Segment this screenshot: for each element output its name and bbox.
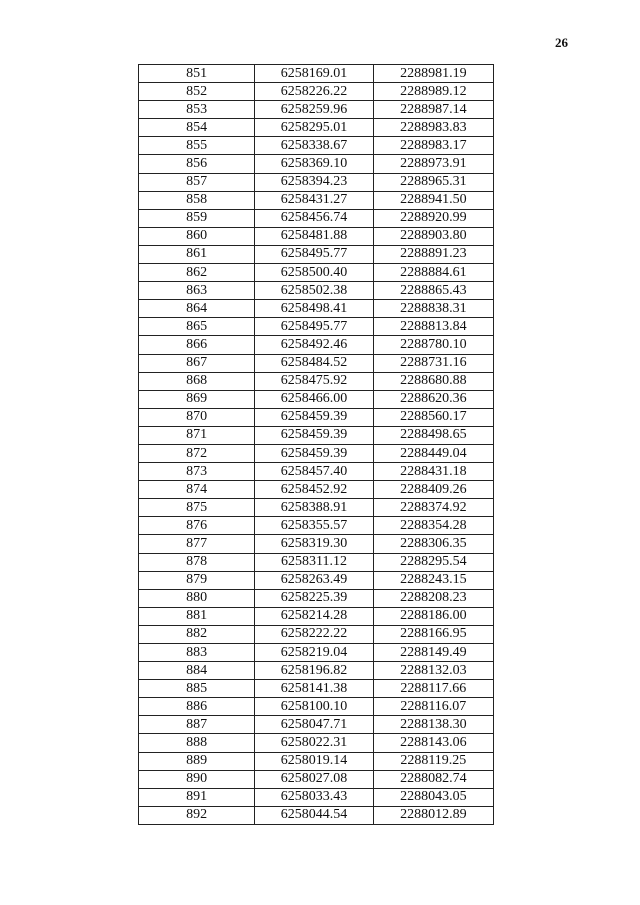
table-row: [139, 354, 494, 372]
point-number-cell: 885: [139, 680, 255, 698]
x-coordinate-cell: 6258457.40: [255, 463, 373, 481]
coordinates-table-body: [139, 65, 494, 825]
x-coordinate-cell: 6258219.04: [255, 644, 373, 662]
x-coordinate-cell: 6258047.71: [255, 716, 373, 734]
x-coordinate-cell: 6258495.77: [255, 318, 373, 336]
x-coordinate-cell: 6258222.22: [255, 625, 373, 643]
y-coordinate-cell: 2288865.43: [373, 282, 493, 300]
x-coordinate-cell: 6258044.54: [255, 806, 373, 824]
point-number-cell: 887: [139, 716, 255, 734]
x-coordinate-cell: 6258169.01: [255, 65, 373, 83]
point-number-cell: 881: [139, 607, 255, 625]
table-row: [139, 83, 494, 101]
y-coordinate-cell: 2288498.65: [373, 426, 493, 444]
y-coordinate-cell: 2288560.17: [373, 408, 493, 426]
x-coordinate-cell: 6258226.22: [255, 83, 373, 101]
x-coordinate-cell: 6258033.43: [255, 788, 373, 806]
point-number-cell: 857: [139, 173, 255, 191]
table-row: [139, 426, 494, 444]
table-row: [139, 191, 494, 209]
point-number-cell: 854: [139, 119, 255, 137]
y-coordinate-cell: 2288680.88: [373, 372, 493, 390]
x-coordinate-cell: 6258502.38: [255, 282, 373, 300]
point-number-cell: 864: [139, 300, 255, 318]
point-number-cell: 889: [139, 752, 255, 770]
x-coordinate-cell: 6258295.01: [255, 119, 373, 137]
table-row: [139, 336, 494, 354]
table-row: [139, 209, 494, 227]
point-number-cell: 888: [139, 734, 255, 752]
y-coordinate-cell: 2288082.74: [373, 770, 493, 788]
x-coordinate-cell: 6258259.96: [255, 101, 373, 119]
point-number-cell: 865: [139, 318, 255, 336]
x-coordinate-cell: 6258492.46: [255, 336, 373, 354]
point-number-cell: 858: [139, 191, 255, 209]
y-coordinate-cell: 2288920.99: [373, 209, 493, 227]
table-row: [139, 535, 494, 553]
x-coordinate-cell: 6258225.39: [255, 589, 373, 607]
page-number: 26: [555, 35, 568, 50]
y-coordinate-cell: 2288620.36: [373, 390, 493, 408]
point-number-cell: 868: [139, 372, 255, 390]
table-row: [139, 734, 494, 752]
x-coordinate-cell: 6258388.91: [255, 499, 373, 517]
table-row: [139, 625, 494, 643]
y-coordinate-cell: 2288132.03: [373, 662, 493, 680]
table-row: [139, 227, 494, 245]
point-number-cell: 852: [139, 83, 255, 101]
y-coordinate-cell: 2288989.12: [373, 83, 493, 101]
point-number-cell: 878: [139, 553, 255, 571]
x-coordinate-cell: 6258141.38: [255, 680, 373, 698]
x-coordinate-cell: 6258459.39: [255, 426, 373, 444]
x-coordinate-cell: 6258100.10: [255, 698, 373, 716]
point-number-cell: 882: [139, 625, 255, 643]
table-row: [139, 644, 494, 662]
y-coordinate-cell: 2288186.00: [373, 607, 493, 625]
x-coordinate-cell: 6258481.88: [255, 227, 373, 245]
x-coordinate-cell: 6258263.49: [255, 571, 373, 589]
table-row: [139, 481, 494, 499]
y-coordinate-cell: 2288166.95: [373, 625, 493, 643]
point-number-cell: 851: [139, 65, 255, 83]
point-number-cell: 866: [139, 336, 255, 354]
table-row: [139, 318, 494, 336]
y-coordinate-cell: 2288354.28: [373, 517, 493, 535]
point-number-cell: 890: [139, 770, 255, 788]
point-number-cell: 883: [139, 644, 255, 662]
y-coordinate-cell: 2288449.04: [373, 444, 493, 462]
table-row: [139, 282, 494, 300]
table-row: [139, 444, 494, 462]
table-row: [139, 300, 494, 318]
table-row: [139, 662, 494, 680]
point-number-cell: 862: [139, 264, 255, 282]
point-number-cell: 873: [139, 463, 255, 481]
x-coordinate-cell: 6258456.74: [255, 209, 373, 227]
table-row: [139, 245, 494, 263]
point-number-cell: 874: [139, 481, 255, 499]
y-coordinate-cell: 2288138.30: [373, 716, 493, 734]
point-number-cell: 891: [139, 788, 255, 806]
y-coordinate-cell: 2288965.31: [373, 173, 493, 191]
table-row: [139, 806, 494, 824]
point-number-cell: 859: [139, 209, 255, 227]
y-coordinate-cell: 2288973.91: [373, 155, 493, 173]
point-number-cell: 863: [139, 282, 255, 300]
table-row: [139, 137, 494, 155]
table-row: [139, 372, 494, 390]
table-row: [139, 463, 494, 481]
point-number-cell: 884: [139, 662, 255, 680]
point-number-cell: 879: [139, 571, 255, 589]
point-number-cell: 892: [139, 806, 255, 824]
table-row: [139, 101, 494, 119]
table-row: [139, 119, 494, 137]
table-row: [139, 788, 494, 806]
y-coordinate-cell: 2288884.61: [373, 264, 493, 282]
x-coordinate-cell: 6258498.41: [255, 300, 373, 318]
table-row: [139, 607, 494, 625]
table-row: [139, 517, 494, 535]
table-row: [139, 770, 494, 788]
table-row: [139, 173, 494, 191]
x-coordinate-cell: 6258452.92: [255, 481, 373, 499]
y-coordinate-cell: 2288143.06: [373, 734, 493, 752]
table-row: [139, 264, 494, 282]
x-coordinate-cell: 6258475.92: [255, 372, 373, 390]
x-coordinate-cell: 6258369.10: [255, 155, 373, 173]
y-coordinate-cell: 2288903.80: [373, 227, 493, 245]
y-coordinate-cell: 2288983.83: [373, 119, 493, 137]
x-coordinate-cell: 6258019.14: [255, 752, 373, 770]
table-row: [139, 499, 494, 517]
table-row: [139, 680, 494, 698]
coordinates-table: [138, 64, 494, 825]
y-coordinate-cell: 2288208.23: [373, 589, 493, 607]
table-row: [139, 716, 494, 734]
y-coordinate-cell: 2288374.92: [373, 499, 493, 517]
x-coordinate-cell: 6258500.40: [255, 264, 373, 282]
y-coordinate-cell: 2288431.18: [373, 463, 493, 481]
point-number-cell: 875: [139, 499, 255, 517]
x-coordinate-cell: 6258022.31: [255, 734, 373, 752]
point-number-cell: 861: [139, 245, 255, 263]
y-coordinate-cell: 2288941.50: [373, 191, 493, 209]
y-coordinate-cell: 2288983.17: [373, 137, 493, 155]
table-row: [139, 589, 494, 607]
y-coordinate-cell: 2288295.54: [373, 553, 493, 571]
table-row: [139, 571, 494, 589]
y-coordinate-cell: 2288306.35: [373, 535, 493, 553]
x-coordinate-cell: 6258196.82: [255, 662, 373, 680]
point-number-cell: 853: [139, 101, 255, 119]
y-coordinate-cell: 2288149.49: [373, 644, 493, 662]
point-number-cell: 886: [139, 698, 255, 716]
y-coordinate-cell: 2288243.15: [373, 571, 493, 589]
x-coordinate-cell: 6258431.27: [255, 191, 373, 209]
y-coordinate-cell: 2288731.16: [373, 354, 493, 372]
x-coordinate-cell: 6258311.12: [255, 553, 373, 571]
x-coordinate-cell: 6258459.39: [255, 408, 373, 426]
point-number-cell: 860: [139, 227, 255, 245]
table-row: [139, 390, 494, 408]
y-coordinate-cell: 2288409.26: [373, 481, 493, 499]
y-coordinate-cell: 2288838.31: [373, 300, 493, 318]
x-coordinate-cell: 6258214.28: [255, 607, 373, 625]
point-number-cell: 877: [139, 535, 255, 553]
y-coordinate-cell: 2288012.89: [373, 806, 493, 824]
table-row: [139, 752, 494, 770]
table-row: [139, 698, 494, 716]
table-row: [139, 553, 494, 571]
y-coordinate-cell: 2288813.84: [373, 318, 493, 336]
y-coordinate-cell: 2288981.19: [373, 65, 493, 83]
y-coordinate-cell: 2288780.10: [373, 336, 493, 354]
point-number-cell: 871: [139, 426, 255, 444]
x-coordinate-cell: 6258027.08: [255, 770, 373, 788]
x-coordinate-cell: 6258484.52: [255, 354, 373, 372]
table-row: [139, 155, 494, 173]
table-row: [139, 408, 494, 426]
table-row: [139, 65, 494, 83]
point-number-cell: 872: [139, 444, 255, 462]
x-coordinate-cell: 6258394.23: [255, 173, 373, 191]
y-coordinate-cell: 2288043.05: [373, 788, 493, 806]
point-number-cell: 876: [139, 517, 255, 535]
x-coordinate-cell: 6258466.00: [255, 390, 373, 408]
y-coordinate-cell: 2288987.14: [373, 101, 493, 119]
x-coordinate-cell: 6258459.39: [255, 444, 373, 462]
point-number-cell: 880: [139, 589, 255, 607]
y-coordinate-cell: 2288891.23: [373, 245, 493, 263]
point-number-cell: 869: [139, 390, 255, 408]
y-coordinate-cell: 2288119.25: [373, 752, 493, 770]
x-coordinate-cell: 6258495.77: [255, 245, 373, 263]
point-number-cell: 855: [139, 137, 255, 155]
x-coordinate-cell: 6258319.30: [255, 535, 373, 553]
y-coordinate-cell: 2288117.66: [373, 680, 493, 698]
x-coordinate-cell: 6258355.57: [255, 517, 373, 535]
point-number-cell: 870: [139, 408, 255, 426]
x-coordinate-cell: 6258338.67: [255, 137, 373, 155]
y-coordinate-cell: 2288116.07: [373, 698, 493, 716]
point-number-cell: 867: [139, 354, 255, 372]
point-number-cell: 856: [139, 155, 255, 173]
